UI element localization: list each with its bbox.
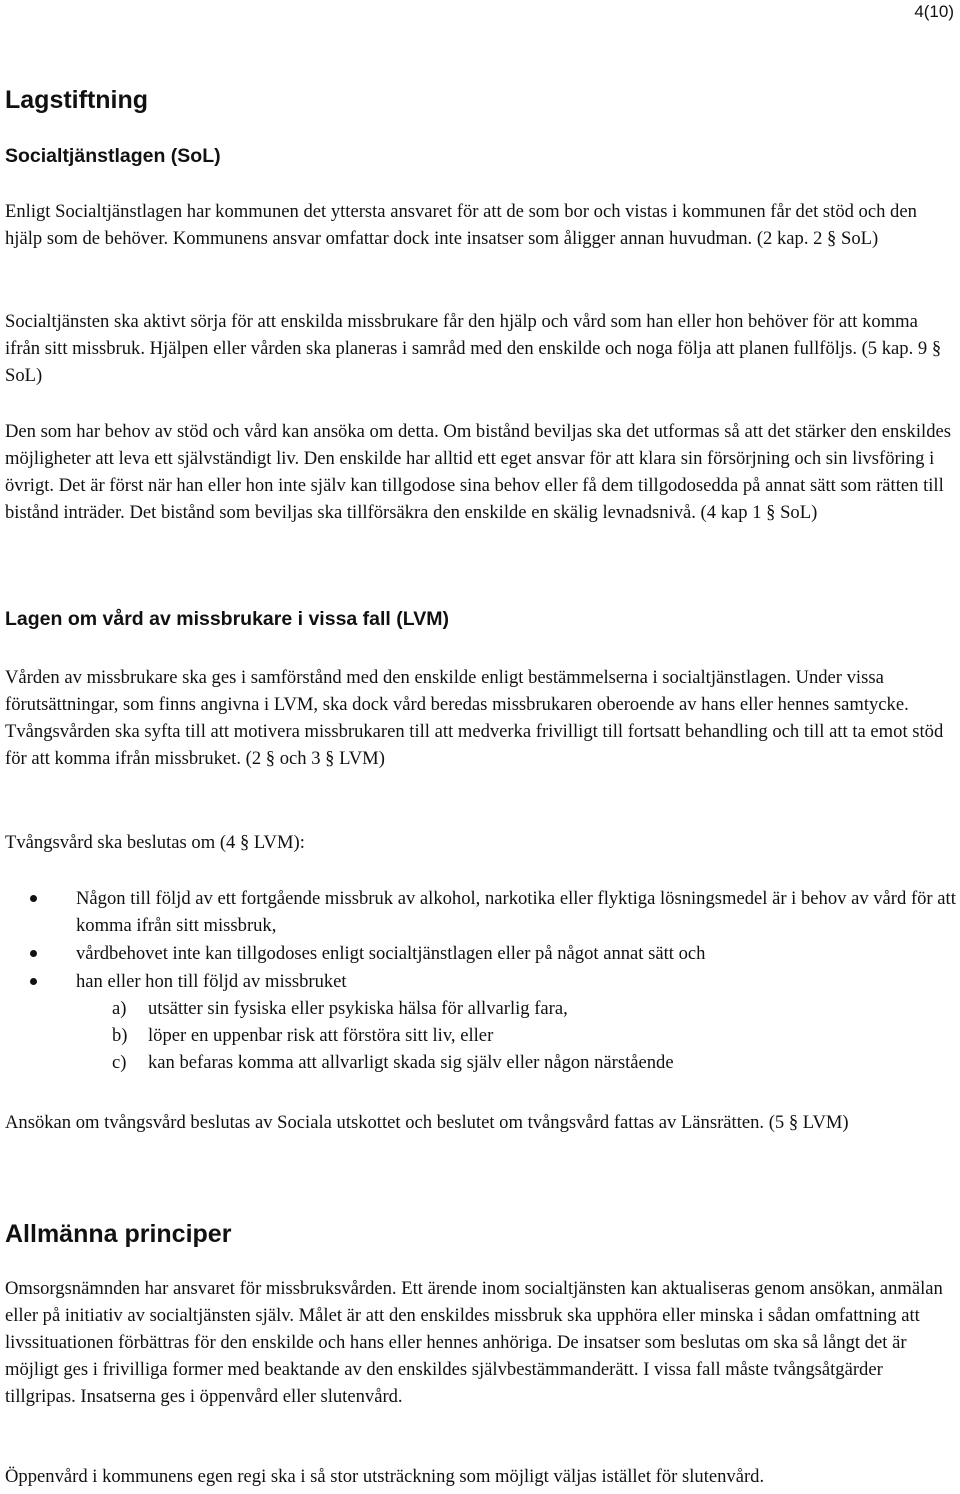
heading-lvm: Lagen om vård av missbrukare i vissa fall (LVM)	[5, 608, 449, 630]
heading-socialtjanstlagen: Socialtjänstlagen (SoL)	[5, 145, 221, 167]
page-number: 4(10)	[914, 2, 954, 21]
principer-paragraph-2: Öppenvård i kommunens egen regi ska i så stor utsträckning som möjligt väljas istället för slutenvård.	[5, 1466, 765, 1487]
lvm-criteria-list	[5, 885, 960, 1077]
lvm-paragraph-3: Ansökan om tvångsvård beslutas av Sociala utskottet och beslutet om tvångsvård fattas av Länsrätten. (5 § LVM)	[5, 1112, 849, 1133]
list-item: vårdbehovet inte kan tillgodoses enligt socialtjänstlagen eller på något annat sätt och	[5, 940, 960, 967]
heading-allmanna-principer: Allmänna principer	[5, 1220, 232, 1248]
sub-list-item: b) löper en uppenbar risk att förstöra sitt liv, eller	[112, 1025, 494, 1046]
lvm-paragraph-2: Tvångsvård ska beslutas om (4 § LVM):	[5, 832, 305, 853]
sub-list-item: c) kan befaras komma att allvarligt skada sig själv eller någon närstående	[112, 1052, 674, 1073]
lvm-sub-list	[76, 995, 960, 1076]
sol-paragraph-3: Den som har behov av stöd och vård kan ansöka om detta. Om bistånd beviljas ska det utformas så att det stärker den enskildes möjligheter att leva ett självständigt liv. Den enskilde har alltid ett eget ansvar för att klara sin försörjning och sin livsföring i övrigt. Det är först när han eller hon inte själv kan tillgodose sina behov eller få dem tillgodosedda på annat sätt som rätten till bistånd inträder. Det bistånd som beviljas ska tillförsäkra den enskilde en skälig levnadsnivå. (4 kap 1 § SoL)	[5, 421, 951, 523]
list-item: Någon till följd av ett fortgående missbruk av alkohol, narkotika eller flyktiga lösningsmedel är i behov av vård för att komma ifrån sitt missbruk,	[5, 885, 960, 939]
lvm-paragraph-1: Vården av missbrukare ska ges i samförstånd med den enskilde enligt bestämmelserna i socialtjänstlagen. Under vissa förutsättningar, som finns angivna i LVM, ska dock vård beredas missbrukaren oberoende av hans eller hennes samtycke. Tvångsvården ska syfta till att motivera missbrukaren till att medverka frivilligt till fortsatt behandling och till att ta emot stöd för att komma ifrån missbruket. (2 § och 3 § LVM)	[5, 667, 944, 769]
list-item: han eller hon till följd av missbruket a) utsätter sin fysiska eller psykiska hälsa för allvarlig fara, b) löper en uppenbar risk att förstöra sitt liv, eller c) kan befaras komma att allvarligt skada sig själv eller någon närstående	[5, 968, 960, 1076]
sol-paragraph-1: Enligt Socialtjänstlagen har kommunen det yttersta ansvaret för att de som bor och vistas i kommunen får det stöd och den hjälp som de behöver. Kommunens ansvar omfattar dock inte insatser som åligger annan huvudman. (2 kap. 2 § SoL)	[5, 201, 917, 249]
sol-paragraph-2: Socialtjänsten ska aktivt sörja för att enskilda missbrukare får den hjälp och vård som han eller hon behöver för att komma ifrån sitt missbruk. Hjälpen eller vården ska planeras i samråd med den enskilde och noga följa att planen fullföljs. (5 kap. 9 § SoL)	[5, 311, 942, 386]
principer-paragraph-1: Omsorgsnämnden har ansvaret för missbruksvården. Ett ärende inom socialtjänsten kan aktualiseras genom ansökan, anmälan eller på initiativ av socialtjänsten själv. Målet är att den enskildes missbruk ska upphöra eller minska i sådan omfattning att livssituationen förbättras för den enskilde och hans eller hennes anhöriga. De insatser som beslutas om ska så långt det är möjligt ges i frivilliga former med beaktande av den enskildes självbestämmanderätt. I vissa fall måste tvångsåtgärder tillgripas. Insatserna ges i öppenvård eller slutenvård.	[5, 1278, 943, 1407]
sub-list-item: a) utsätter sin fysiska eller psykiska hälsa för allvarlig fara,	[112, 998, 568, 1019]
heading-lagstiftning: Lagstiftning	[5, 86, 149, 114]
